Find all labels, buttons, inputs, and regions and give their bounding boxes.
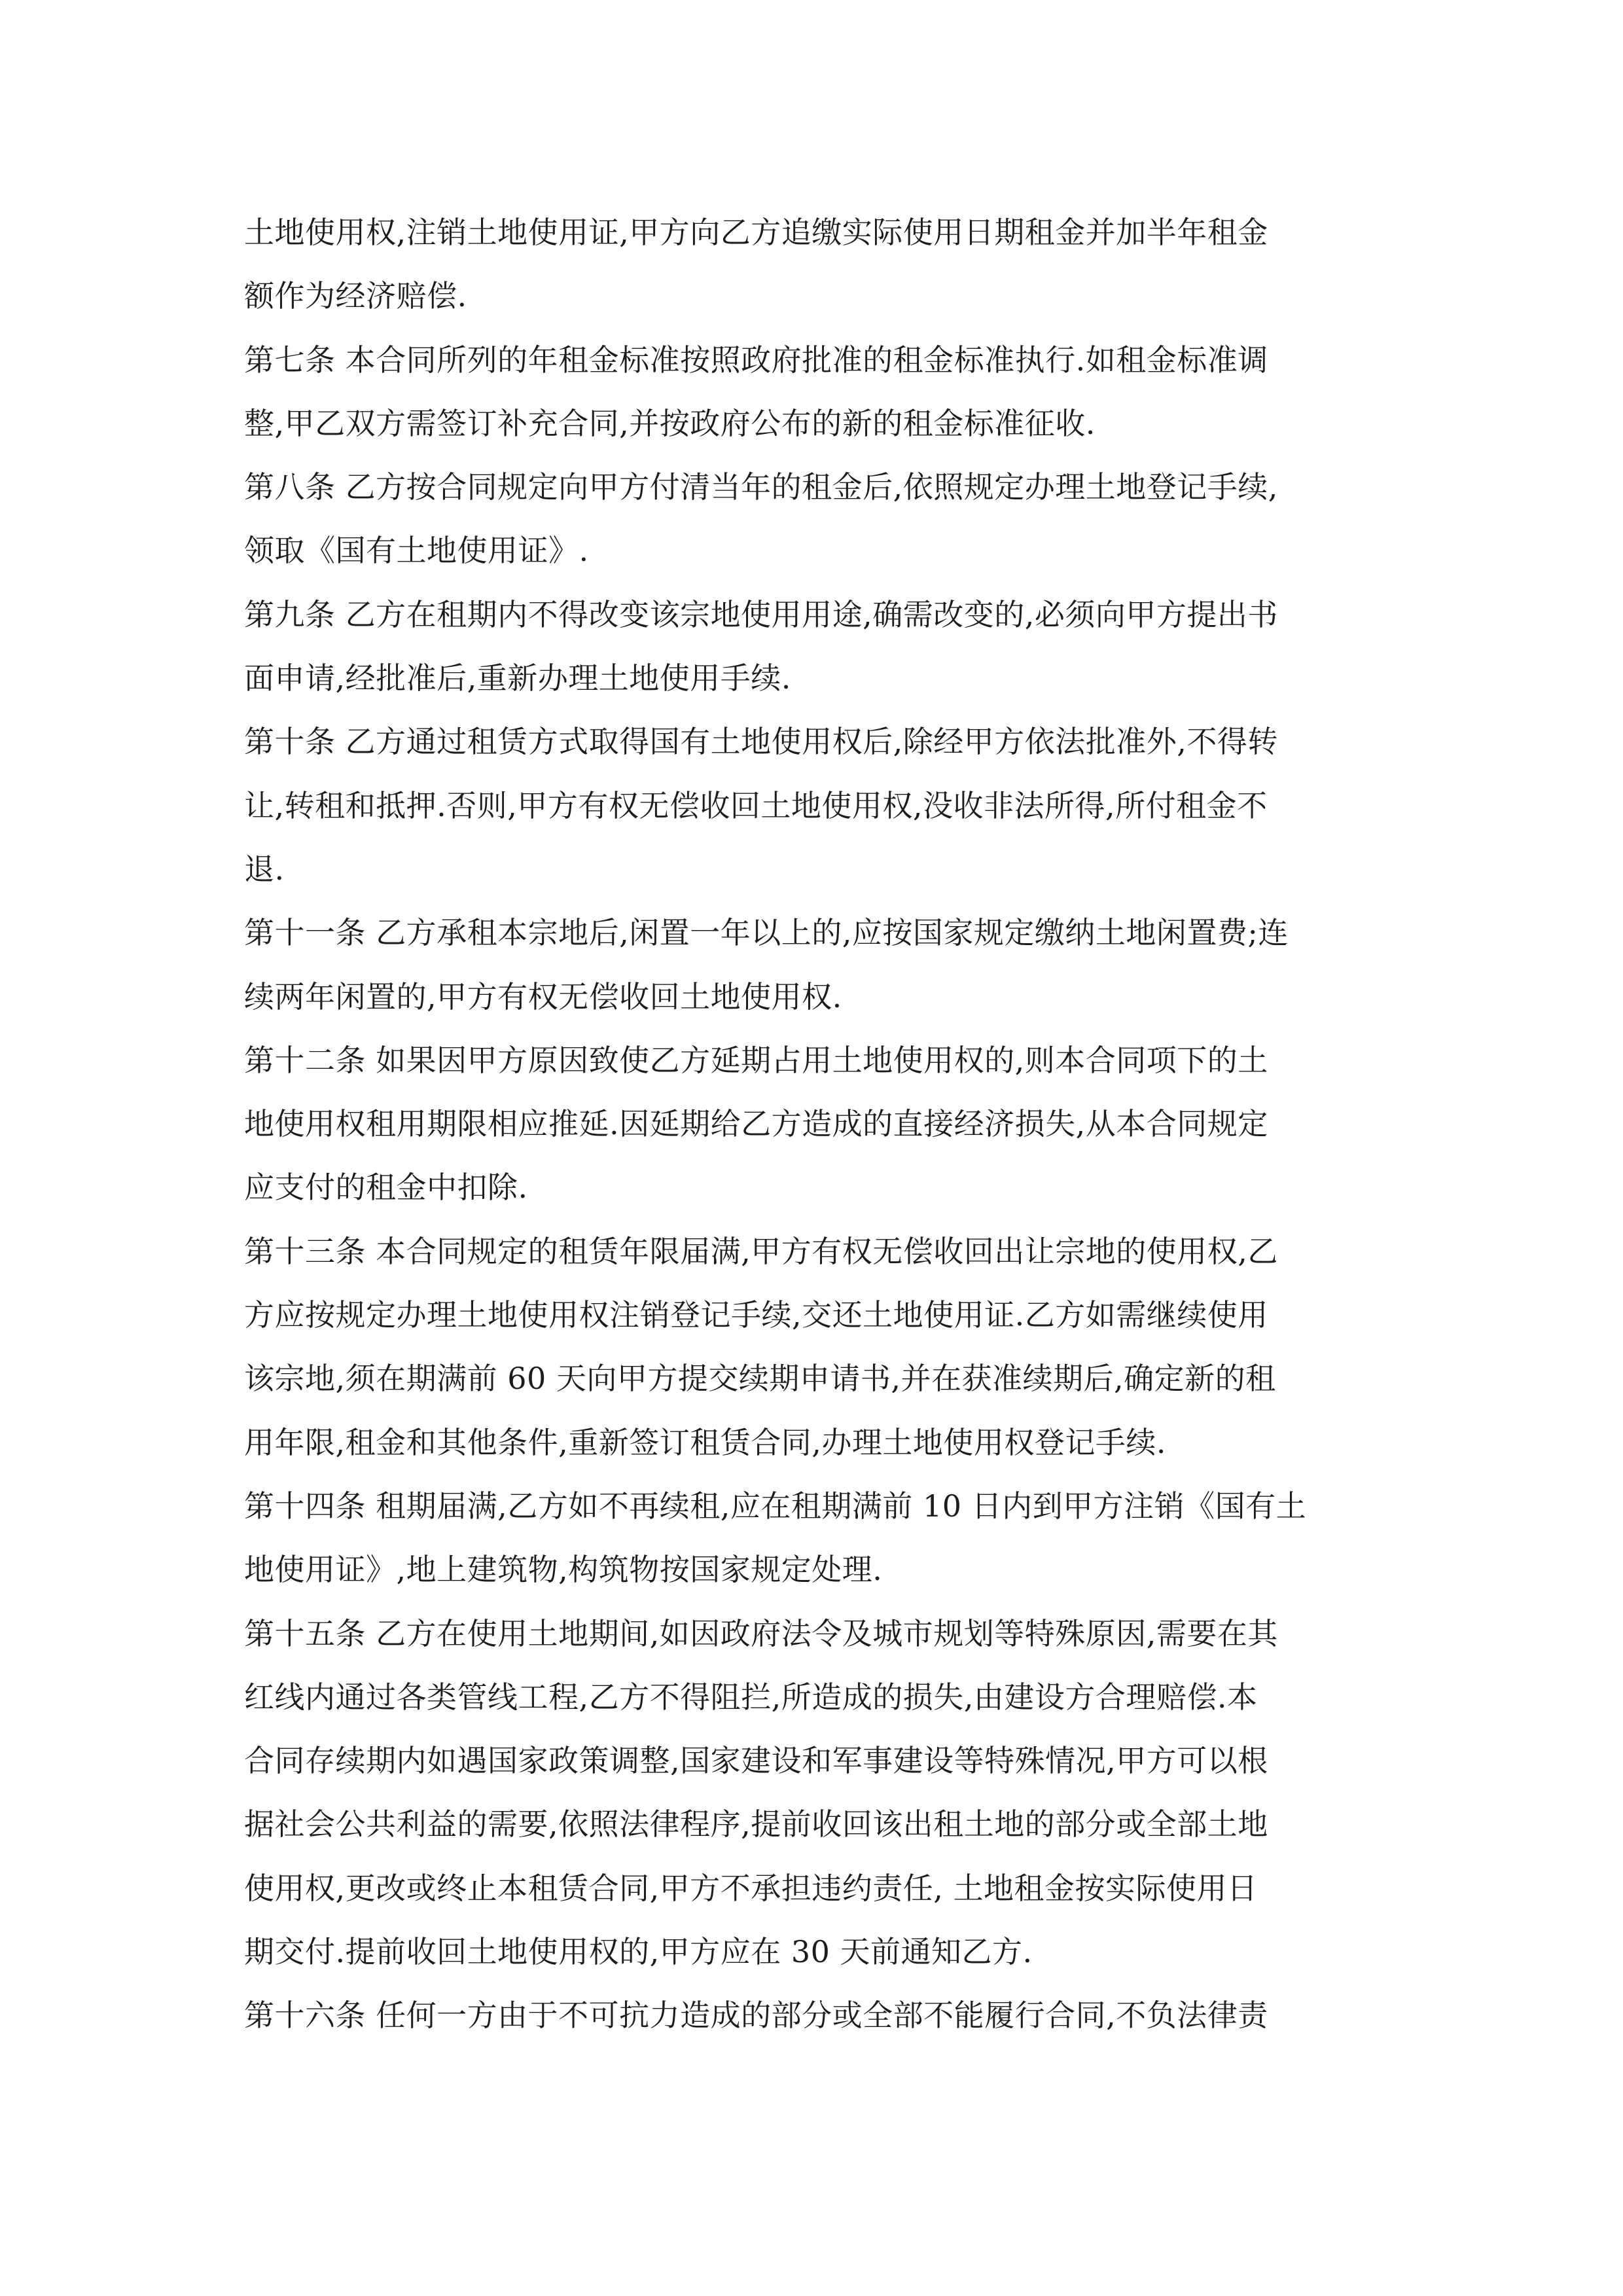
article-8-line: 第八条 乙方按合同规定向甲方付清当年的租金后,依照规定办理土地登记手续, [244, 469, 1278, 505]
article-9-line: 第九条 乙方在租期内不得改变该宗地使用用途,确需改变的,必须向甲方提出书 [244, 596, 1278, 632]
article-12-line: 第十二条 如果因甲方原因致使乙方延期占用土地使用权的,则本合同项下的土 [244, 1042, 1268, 1078]
text-line: 领取《国有土地使用证》. [244, 533, 589, 569]
document-body [244, 201, 1376, 2048]
text-line: 额作为经济赔偿. [244, 278, 467, 314]
text-line: 红线内通过各类管线工程,乙方不得阻拦,所造成的损失,由建设方合理赔偿.本 [244, 1679, 1258, 1715]
text-line: 据社会公共利益的需要,依照法律程序,提前收回该出租土地的部分或全部土地 [244, 1806, 1268, 1842]
text-line: 面申请,经批准后,重新办理土地使用手续. [244, 660, 791, 696]
text-line: 地使用证》,地上建筑物,构筑物按国家规定处理. [244, 1552, 883, 1588]
text-line: 方应按规定办理土地使用权注销登记手续,交还土地使用证.乙方如需继续使用 [244, 1297, 1268, 1333]
text-line: 土地使用权,注销土地使用证,甲方向乙方追缴实际使用日期租金并加半年租金 [244, 215, 1268, 250]
article-11-line: 第十一条 乙方承租本宗地后,闲置一年以上的,应按国家规定缴纳土地闲置费;连 [244, 915, 1289, 951]
article-15-line: 第十五条 乙方在使用土地期间,如因政府法令及城市规划等特殊原因,需要在其 [244, 1615, 1278, 1651]
article-7-line: 第七条 本合同所列的年租金标准按照政府批准的租金标准执行.如租金标准调 [244, 342, 1268, 378]
article-14-line: 第十四条 租期届满,乙方如不再续租,应在租期满前 10 日内到甲方注销《国有土 [244, 1488, 1307, 1524]
article-16-line: 第十六条 任何一方由于不可抗力造成的部分或全部不能履行合同,不负法律责 [244, 1998, 1268, 2034]
text-line: 让,转租和抵押.否则,甲方有权无偿收回土地使用权,没收非法所得,所付租金不 [244, 787, 1268, 823]
text-line: 期交付.提前收回土地使用权的,甲方应在 30 天前通知乙方. [244, 1934, 1033, 1970]
text-line: 用年限,租金和其他条件,重新签订租赁合同,办理土地使用权登记手续. [244, 1424, 1166, 1460]
text-line: 该宗地,须在期满前 60 天向甲方提交续期申请书,并在获准续期后,确定新的租 [244, 1361, 1276, 1397]
article-13-line: 第十三条 本合同规定的租赁年限届满,甲方有权无偿收回出让宗地的使用权,乙 [244, 1233, 1278, 1269]
text-line: 合同存续期内如遇国家政策调整,国家建设和军事建设等特殊情况,甲方可以根 [244, 1743, 1268, 1779]
text-line: 地使用权租用期限相应推延.因延期给乙方造成的直接经济损失,从本合同规定 [244, 1106, 1268, 1142]
text-line: 整,甲乙双方需签订补充合同,并按政府公布的新的租金标准征收. [244, 405, 1096, 441]
article-10-line: 第十条 乙方通过租赁方式取得国有土地使用权后,除经甲方依法批准外,不得转 [244, 724, 1278, 760]
text-line: 使用权,更改或终止本租赁合同,甲方不承担违约责任, 土地租金按实际使用日 [244, 1870, 1258, 1906]
text-line: 应支付的租金中扣除. [244, 1170, 528, 1206]
text-line: 退. [244, 851, 285, 887]
text-line: 续两年闲置的,甲方有权无偿收回土地使用权. [244, 978, 842, 1014]
